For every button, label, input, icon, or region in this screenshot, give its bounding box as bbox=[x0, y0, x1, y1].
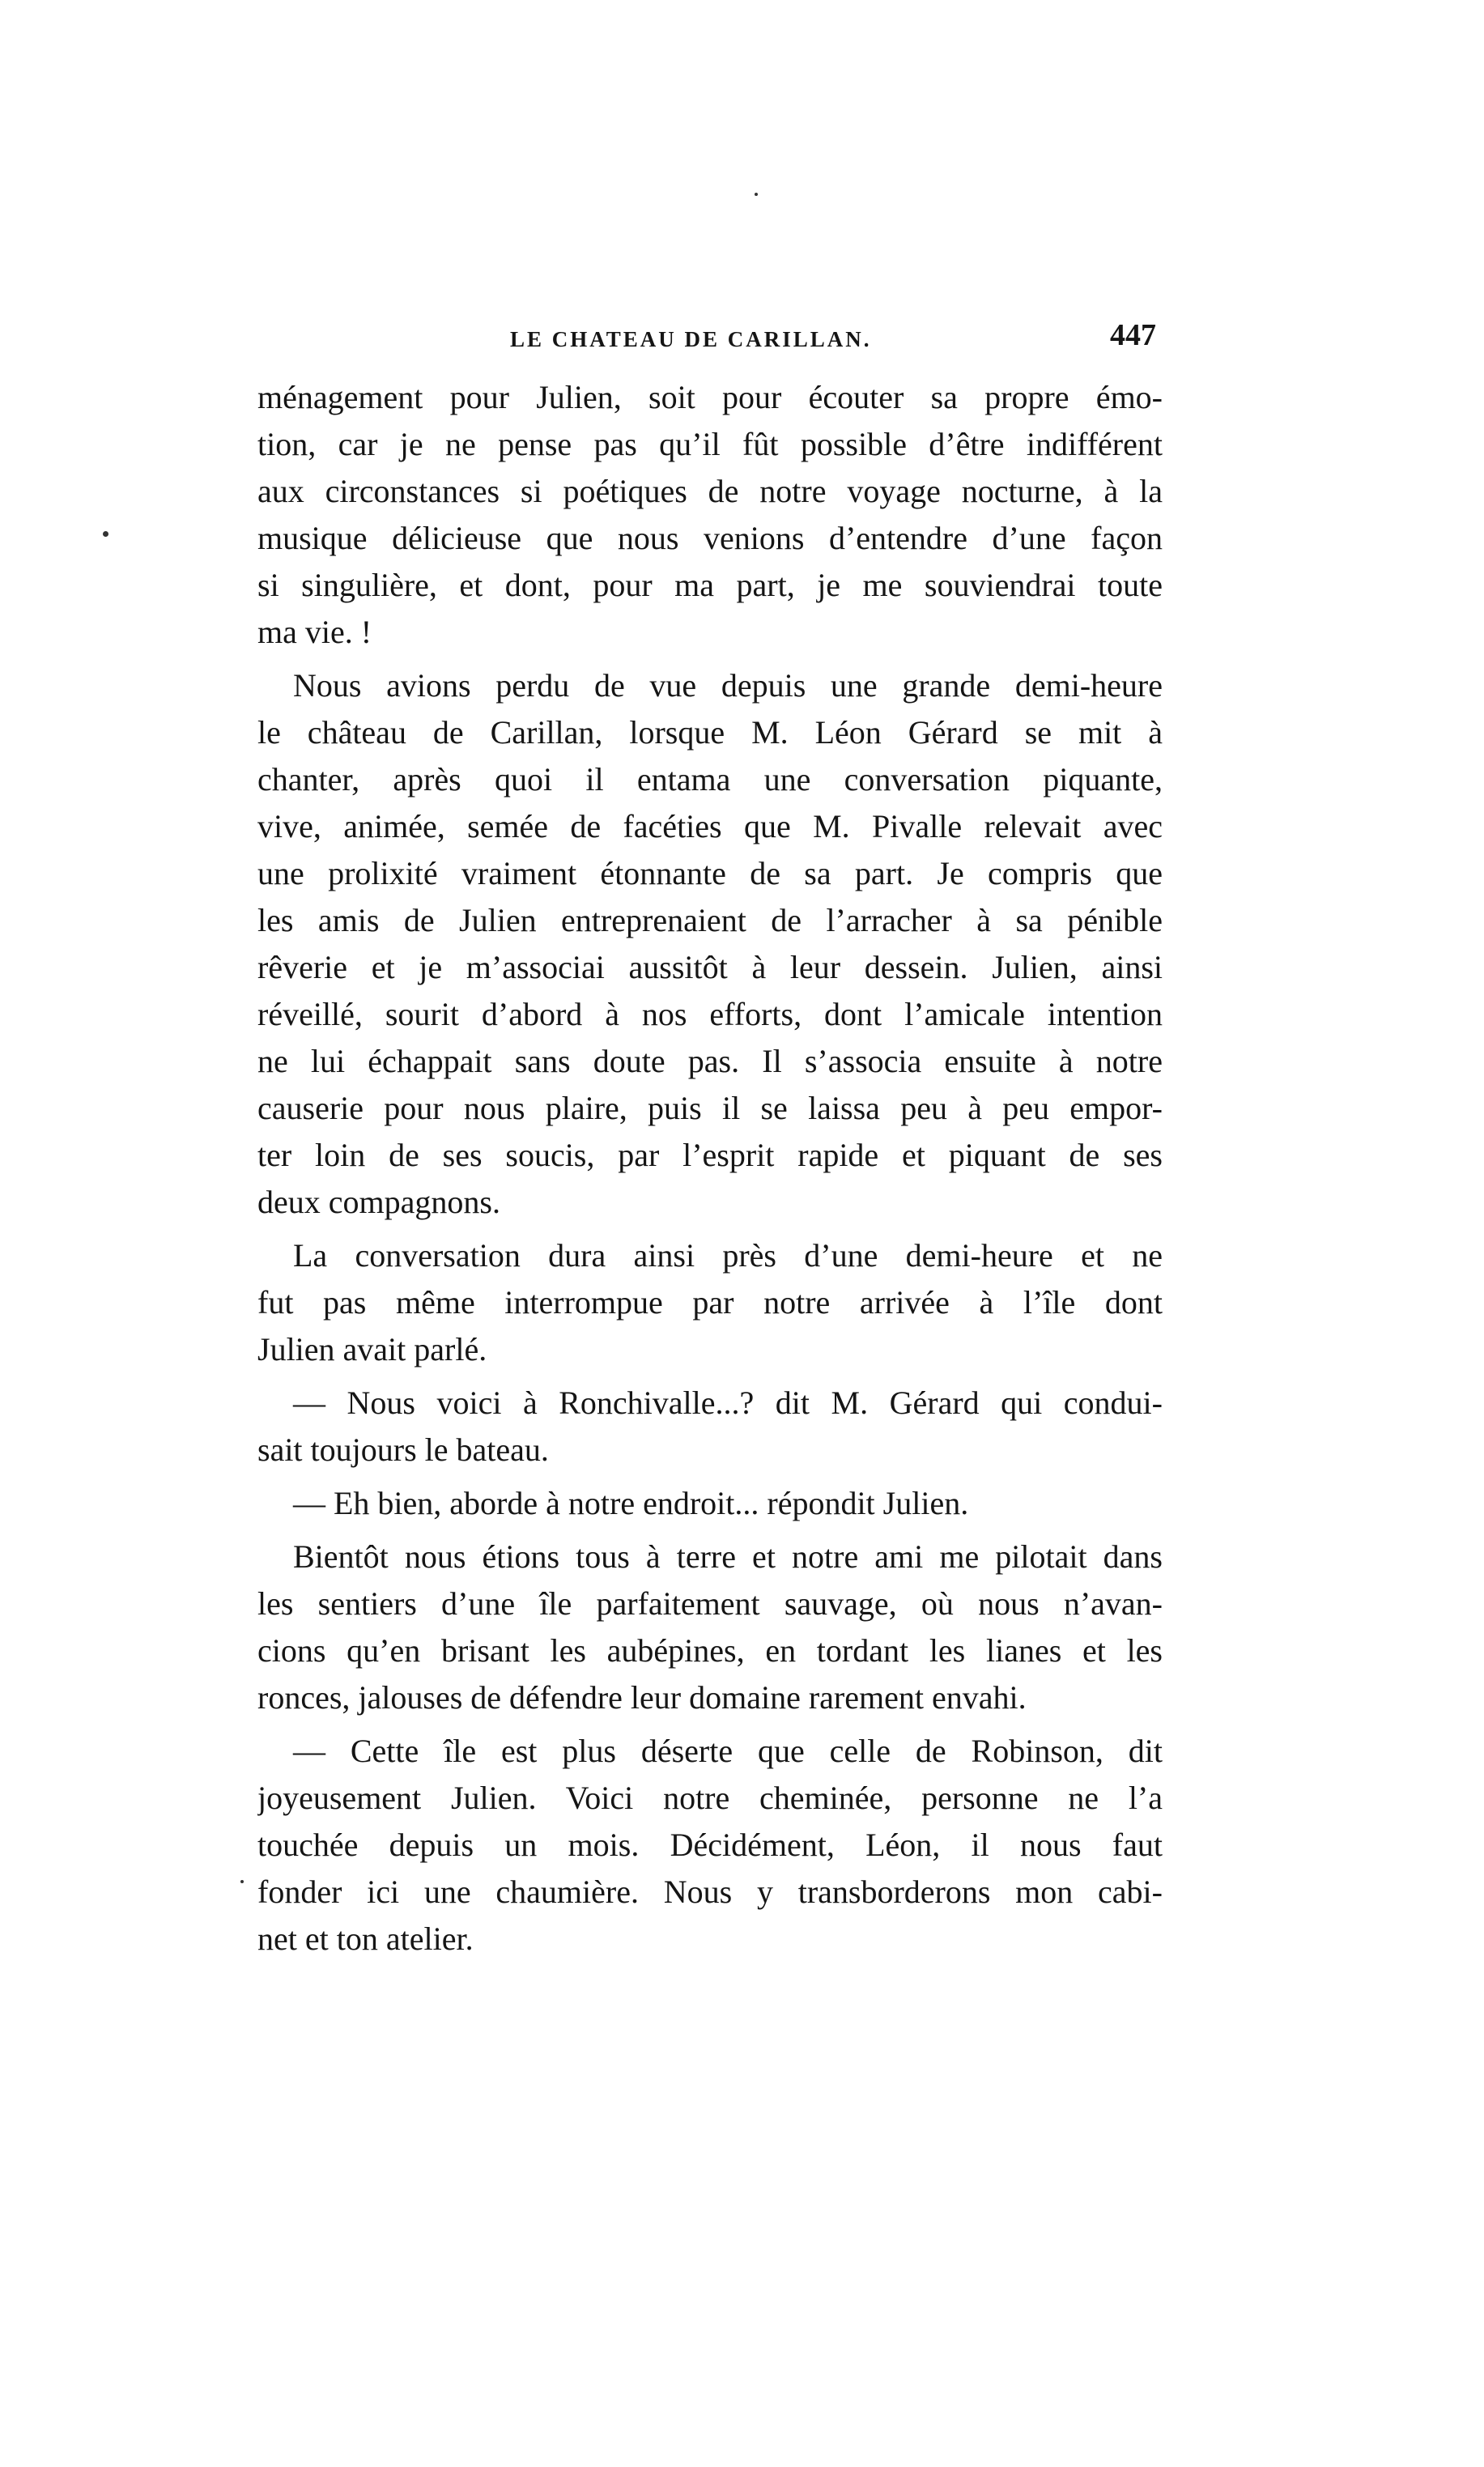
text-line: ronces, jalouses de défendre leur domaine rarement envahi. bbox=[257, 1679, 1027, 1716]
text-line: réveillé, sourit d’abord à nos efforts, dont l’amicale intention bbox=[257, 996, 1163, 1032]
body-text bbox=[257, 374, 1163, 1963]
text-line: rêverie et je m’associai aussitôt à leur dessein. Julien, ainsi bbox=[257, 949, 1163, 985]
text-line: ne lui échappait sans doute pas. Il s’associa ensuite à notre bbox=[257, 1043, 1163, 1079]
text-line: Julien avait parlé. bbox=[257, 1331, 487, 1367]
running-head bbox=[257, 317, 1163, 358]
text-line: — Nous voici à Ronchivalle...? dit M. Gérard qui condui- bbox=[293, 1384, 1163, 1421]
scan-speck bbox=[240, 1880, 244, 1883]
text-line: ter loin de ses soucis, par l’esprit rapide et piquant de ses bbox=[257, 1137, 1163, 1173]
paragraph bbox=[257, 1232, 1163, 1373]
text-line: deux compagnons. bbox=[257, 1184, 500, 1220]
text-line: — Eh bien, aborde à notre endroit... répondit Julien. bbox=[293, 1485, 969, 1521]
paragraph-gap bbox=[257, 656, 1163, 662]
text-line: Bientôt nous étions tous à terre et notre ami me pilotait dans bbox=[293, 1538, 1163, 1575]
paragraph-gap bbox=[257, 1527, 1163, 1533]
text-line: vive, animée, semée de facéties que M. Pivalle relevait avec bbox=[257, 808, 1163, 844]
text-line: ménagement pour Julien, soit pour écouter sa propre émo- bbox=[257, 379, 1163, 415]
paragraph bbox=[257, 1480, 1163, 1527]
paragraph-gap bbox=[257, 1721, 1163, 1728]
paragraph bbox=[257, 374, 1163, 656]
text-line: La conversation dura ainsi près d’une demi-heure et ne bbox=[293, 1237, 1163, 1274]
paragraph-gap bbox=[257, 1226, 1163, 1232]
text-line: — Cette île est plus déserte que celle de Robinson, dit bbox=[293, 1733, 1163, 1769]
text-line: les amis de Julien entreprenaient de l’arracher à sa pénible bbox=[257, 902, 1163, 938]
paragraph bbox=[257, 662, 1163, 1226]
paragraph-gap bbox=[257, 1373, 1163, 1380]
text-line: fonder ici une chaumière. Nous y transborderons mon cabi- bbox=[257, 1874, 1163, 1910]
text-line: causerie pour nous plaire, puis il se laissa peu à peu empor- bbox=[257, 1090, 1163, 1126]
page-number: 447 bbox=[1110, 318, 1156, 352]
paragraph bbox=[257, 1380, 1163, 1474]
paragraph bbox=[257, 1533, 1163, 1721]
text-line: une prolixité vraiment étonnante de sa part. Je compris que bbox=[257, 855, 1163, 891]
text-line: le château de Carillan, lorsque M. Léon Gérard se mit à bbox=[257, 714, 1163, 751]
paragraph bbox=[257, 1728, 1163, 1963]
text-line: joyeusement Julien. Voici notre cheminée, personne ne l’a bbox=[257, 1780, 1163, 1816]
text-line: aux circonstances si poétiques de notre voyage nocturne, à la bbox=[257, 473, 1163, 509]
running-title: LE CHATEAU DE CARILLAN. bbox=[510, 327, 872, 351]
text-line: sait toujours le bateau. bbox=[257, 1431, 549, 1468]
scan-speck bbox=[103, 531, 108, 537]
text-line: fut pas même interrompue par notre arrivée à l’île dont bbox=[257, 1284, 1163, 1321]
text-line: musique délicieuse que nous venions d’entendre d’une façon bbox=[257, 520, 1163, 556]
text-line: Nous avions perdu de vue depuis une grande demi-heure bbox=[293, 667, 1163, 704]
text-line: si singulière, et dont, pour ma part, je me souviendrai toute bbox=[257, 567, 1163, 603]
text-line: tion, car je ne pense pas qu’il fût possible d’être indifférent bbox=[257, 426, 1163, 462]
text-line: touchée depuis un mois. Décidément, Léon, il nous faut bbox=[257, 1827, 1163, 1863]
text-line: net et ton atelier. bbox=[257, 1920, 474, 1957]
text-line: les sentiers d’une île parfaitement sauvage, où nous n’avan- bbox=[257, 1585, 1163, 1622]
text-line: cions qu’en brisant les aubépines, en tordant les lianes et les bbox=[257, 1632, 1163, 1669]
scan-speck bbox=[755, 193, 758, 196]
paragraph-gap bbox=[257, 1474, 1163, 1480]
text-line: chanter, après quoi il entama une conversation piquante, bbox=[257, 761, 1163, 798]
text-line: ma vie. ! bbox=[257, 614, 372, 650]
